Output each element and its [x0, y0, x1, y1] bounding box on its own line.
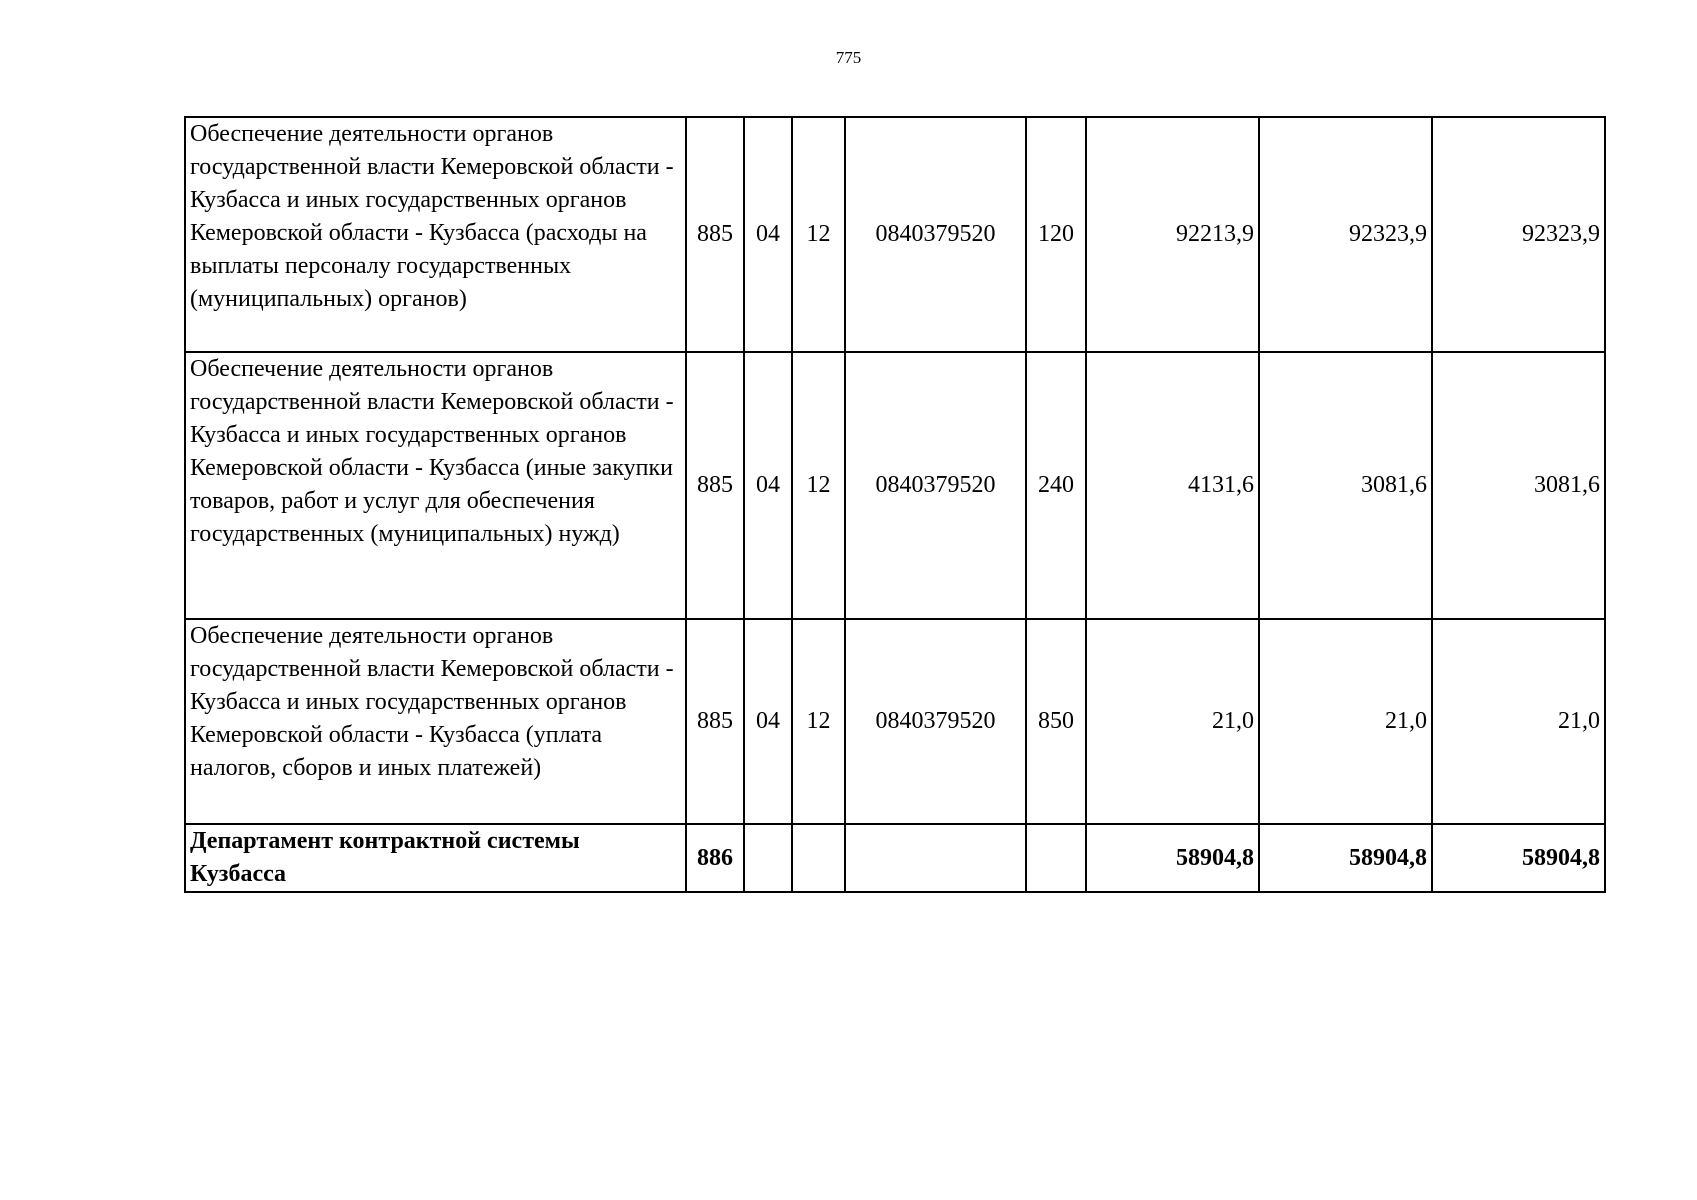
- subsection-cell: 12: [792, 352, 845, 619]
- sum-3-cell: 58904,8: [1432, 824, 1605, 892]
- sum-1-cell: 92213,9: [1086, 117, 1259, 352]
- row-name-cell: Обеспечение деятельности органов государственной власти Кемеровской области - Кузбасса и иных государственных органов Кемеровской области - Кузбасса (расходы на выплаты персоналу государственных (муниципальных) органов): [185, 117, 686, 352]
- target-article-cell: [845, 824, 1026, 892]
- subsection-cell: [792, 824, 845, 892]
- target-article-cell: 0840379520: [845, 352, 1026, 619]
- sum-1-cell: 21,0: [1086, 619, 1259, 824]
- ministry-cell: 885: [686, 619, 744, 824]
- section-cell: [744, 824, 792, 892]
- section-cell: 04: [744, 619, 792, 824]
- target-article-cell: 0840379520: [845, 117, 1026, 352]
- subsection-cell: 12: [792, 619, 845, 824]
- row-name-cell: Обеспечение деятельности органов государственной власти Кемеровской области - Кузбасса и иных государственных органов Кемеровской области - Кузбасса (иные закупки товаров, работ и услуг для обеспечения государственных (муниципальных) нужд): [185, 352, 686, 619]
- sum-2-cell: 21,0: [1259, 619, 1432, 824]
- row-name-cell: Обеспечение деятельности органов государственной власти Кемеровской области - Кузбасса и иных государственных органов Кемеровской области - Кузбасса (уплата налогов, сборов и иных платежей): [185, 619, 686, 824]
- expense-type-cell: 120: [1026, 117, 1086, 352]
- ministry-cell: 886: [686, 824, 744, 892]
- row-name-cell: Департамент контрактной системы Кузбасса: [185, 824, 686, 892]
- section-cell: 04: [744, 117, 792, 352]
- table-row-department: [185, 824, 1605, 892]
- table-row: [185, 619, 1605, 824]
- expense-type-cell: 240: [1026, 352, 1086, 619]
- expense-type-cell: [1026, 824, 1086, 892]
- subsection-cell: 12: [792, 117, 845, 352]
- sum-1-cell: 4131,6: [1086, 352, 1259, 619]
- sum-3-cell: 21,0: [1432, 619, 1605, 824]
- sum-3-cell: 92323,9: [1432, 117, 1605, 352]
- sum-2-cell: 3081,6: [1259, 352, 1432, 619]
- target-article-cell: 0840379520: [845, 619, 1026, 824]
- sum-2-cell: 58904,8: [1259, 824, 1432, 892]
- table-row: [185, 117, 1605, 352]
- budget-table: [184, 116, 1606, 893]
- sum-2-cell: 92323,9: [1259, 117, 1432, 352]
- expense-type-cell: 850: [1026, 619, 1086, 824]
- sum-3-cell: 3081,6: [1432, 352, 1605, 619]
- ministry-cell: 885: [686, 117, 744, 352]
- table-row: [185, 352, 1605, 619]
- sum-1-cell: 58904,8: [1086, 824, 1259, 892]
- page-number: 775: [835, 48, 862, 67]
- section-cell: 04: [744, 352, 792, 619]
- ministry-cell: 885: [686, 352, 744, 619]
